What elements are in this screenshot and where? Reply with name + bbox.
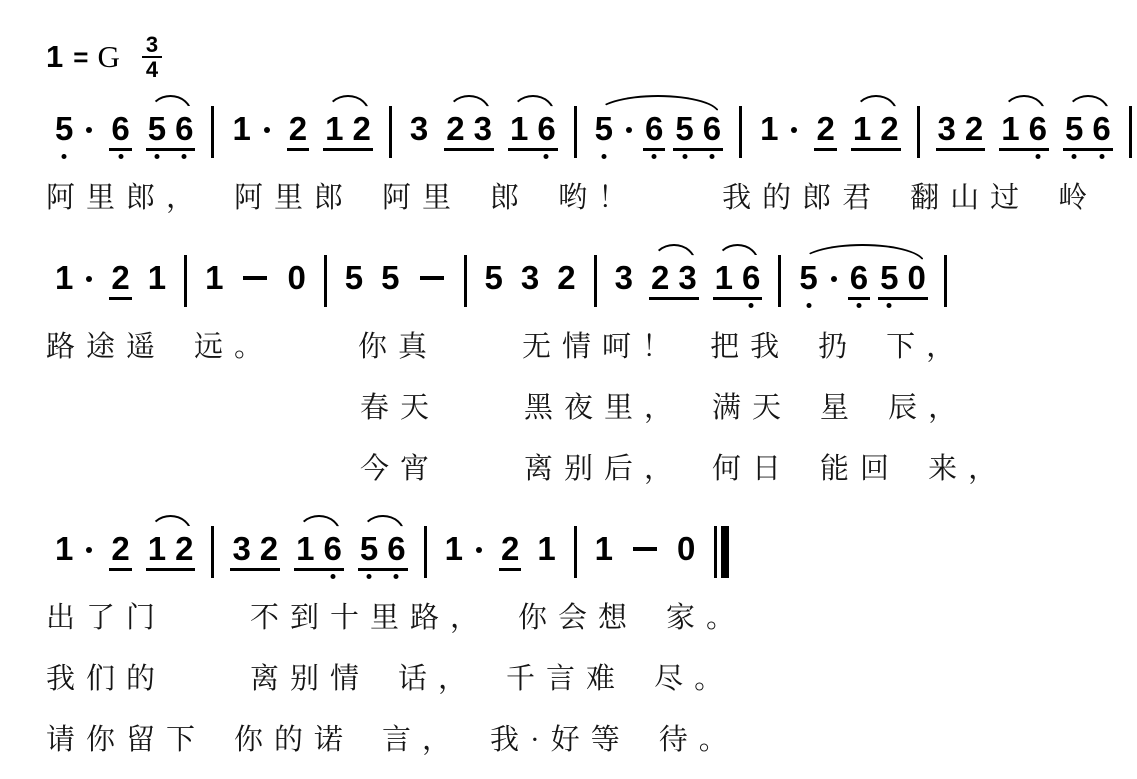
beam-group — [146, 532, 196, 571]
plain-group — [613, 261, 635, 297]
lyric-word: 黑夜里， — [524, 392, 685, 424]
low-octave-dot — [887, 303, 892, 308]
plain-group — [203, 261, 225, 297]
lyric-line-7-verse3 — [46, 720, 1137, 760]
note-digit: 1 — [444, 530, 463, 567]
lyric-word: 扔 — [818, 331, 859, 363]
note-digit: 2 — [288, 110, 308, 147]
beam-group — [851, 112, 901, 151]
key-letter: G — [97, 39, 120, 74]
note-group — [483, 261, 505, 297]
plain-group — [797, 261, 839, 300]
lyric-word: 能回 — [820, 453, 901, 485]
final-barline — [714, 526, 729, 578]
lyric-word: 待。 — [658, 724, 739, 756]
lyric-word: 阿里 — [382, 182, 463, 214]
beam-group — [323, 112, 373, 151]
barline — [211, 526, 214, 578]
beam-group — [1063, 112, 1113, 151]
low-octave-dot — [330, 574, 335, 579]
note-group — [443, 532, 485, 568]
note-digit: 1 — [55, 259, 74, 296]
barline — [1129, 106, 1132, 158]
beam-group — [848, 261, 870, 300]
lyric-word: 不到十里路， — [250, 602, 491, 634]
note-digit: 5 — [799, 261, 817, 295]
barline — [778, 255, 781, 307]
low-octave-dot — [154, 154, 159, 159]
low-octave-dot — [806, 303, 811, 308]
barline — [184, 255, 187, 307]
note-digit: 5 — [1065, 112, 1083, 146]
note-digit: 6 — [111, 112, 129, 146]
lyric-word: 千言难 — [506, 663, 627, 695]
beam-group — [999, 112, 1049, 151]
note-digit: 0 — [677, 530, 696, 567]
note-digit: 2 — [880, 110, 899, 147]
note-digit: 2 — [557, 259, 576, 296]
barline — [324, 255, 327, 307]
note-digit: 2 — [259, 530, 279, 567]
note-group — [936, 112, 986, 151]
barline — [424, 526, 427, 578]
note-digit: 5 — [595, 112, 613, 146]
note-digit: 1 — [147, 259, 167, 296]
final-barline-thin — [714, 526, 717, 578]
note-group — [146, 112, 196, 151]
plain-group — [230, 112, 272, 148]
note-digit: 2 — [352, 110, 371, 147]
note-group — [323, 112, 373, 151]
barline — [574, 106, 577, 158]
note-group — [379, 261, 401, 297]
note-digit: 6 — [703, 112, 721, 146]
plain-group — [483, 261, 505, 297]
low-octave-dot — [367, 574, 372, 579]
note-group — [408, 112, 430, 148]
dotted-note-dot — [626, 127, 632, 133]
lyric-word: 我们的 — [46, 663, 167, 695]
note-digit: 0 — [907, 259, 926, 296]
note-group — [649, 261, 699, 300]
note-group — [146, 261, 168, 297]
low-octave-dot — [118, 154, 123, 159]
beam-group — [294, 532, 344, 571]
note-group — [343, 261, 365, 297]
note-group — [508, 112, 558, 151]
plain-group — [535, 532, 557, 568]
low-octave-dot — [394, 574, 399, 579]
note-group — [675, 532, 697, 568]
note-digit: 1 — [1001, 110, 1020, 147]
barline — [739, 106, 742, 158]
note-digit: 6 — [1092, 112, 1110, 146]
note-digit: 6 — [537, 112, 555, 146]
note-group — [499, 532, 521, 571]
lyric-word: 出了门 — [46, 602, 167, 634]
plain-group — [758, 112, 800, 148]
low-octave-dot — [682, 154, 687, 159]
low-octave-dot — [652, 154, 657, 159]
lyric-word: 哟！ — [558, 182, 639, 214]
note-digit: 2 — [816, 110, 835, 147]
lyric-line-6-verse2 — [46, 659, 1137, 699]
beam-group — [673, 112, 723, 151]
note-digit: 3 — [520, 259, 540, 296]
note-group — [53, 112, 95, 148]
beam-group — [936, 112, 986, 151]
low-octave-dot — [601, 154, 606, 159]
note-digit: 6 — [387, 532, 405, 566]
note-group — [203, 261, 225, 297]
note-digit: 1 — [714, 259, 734, 296]
lyric-line-1 — [46, 178, 1137, 218]
note-group — [230, 112, 272, 148]
dotted-note-dot — [86, 127, 92, 133]
barline — [594, 255, 597, 307]
lyric-word: 离别情 — [250, 663, 371, 695]
note-digit: 1 — [296, 530, 315, 567]
lyric-word: 把我 — [710, 331, 791, 363]
lyric-word: 尽。 — [654, 663, 735, 695]
dotted-note-dot — [264, 127, 270, 133]
plain-group — [675, 532, 697, 568]
music-line-1 — [46, 90, 1137, 176]
note-group — [593, 112, 723, 151]
low-octave-dot — [1035, 154, 1040, 159]
lyric-word: 我的郎君 — [722, 182, 883, 214]
plain-group — [146, 261, 168, 297]
beam-group — [358, 532, 408, 571]
beam-group — [109, 532, 131, 571]
note-digit: 0 — [287, 259, 306, 296]
music-line-3 — [46, 510, 1137, 596]
lyric-word: 请你留下 — [46, 724, 207, 756]
note-group — [230, 532, 280, 571]
note-digit: 2 — [500, 530, 520, 567]
music-line-2 — [46, 239, 1137, 325]
note-digit: 1 — [594, 530, 614, 567]
low-octave-dot — [1072, 154, 1077, 159]
note-digit: 6 — [1029, 112, 1047, 146]
note-digit: 1 — [509, 110, 529, 147]
note-digit: 3 — [614, 259, 633, 296]
note-group — [713, 261, 763, 300]
lyric-line-5 — [46, 598, 1137, 638]
note-group — [53, 532, 95, 568]
lyric-word: 你真 — [358, 331, 439, 363]
time-signature-denominator: 4 — [145, 57, 159, 82]
note-group — [851, 112, 901, 151]
lyric-line-2 — [46, 327, 1137, 367]
low-octave-dot — [709, 154, 714, 159]
lyric-word: 何日 — [712, 453, 793, 485]
note-group — [53, 261, 95, 297]
lyric-word: 满天 — [712, 392, 793, 424]
beam-group — [230, 532, 280, 571]
note-digit: 1 — [325, 110, 344, 147]
lyric-word: 我·好等 — [490, 724, 631, 756]
barline — [464, 255, 467, 307]
low-octave-dot — [1099, 154, 1104, 159]
note-digit: 2 — [650, 259, 670, 296]
duration-dash — [633, 547, 657, 551]
note-digit: 6 — [850, 261, 868, 295]
note-digit: 1 — [55, 530, 74, 567]
beam-group — [814, 112, 836, 151]
barline — [389, 106, 392, 158]
note-group — [444, 112, 494, 151]
low-octave-dot — [544, 154, 549, 159]
low-octave-dot — [182, 154, 187, 159]
note-group — [758, 112, 800, 148]
note-digit: 2 — [175, 530, 194, 567]
plain-group — [379, 261, 401, 297]
note-digit: 1 — [205, 259, 224, 296]
lyric-word: 阿里郎 — [234, 182, 355, 214]
note-group — [1063, 112, 1113, 151]
final-barline-thick — [721, 526, 729, 578]
note-digit: 1 — [232, 110, 251, 147]
key-time-signature — [46, 28, 1137, 86]
lyric-line-3-verse2 — [360, 388, 1137, 428]
plain-group — [593, 112, 635, 151]
note-digit: 6 — [742, 261, 760, 295]
lyric-word: 言， — [382, 724, 463, 756]
beam-group — [109, 261, 131, 300]
beam-group — [109, 112, 131, 151]
note-digit: 1 — [147, 530, 167, 567]
lyric-word: 来， — [928, 453, 1009, 485]
beam-group — [878, 261, 928, 300]
note-group — [519, 261, 541, 297]
equals-sign: = — [73, 41, 89, 72]
note-group — [146, 532, 196, 571]
note-group — [999, 112, 1049, 151]
duration-dash — [243, 276, 267, 280]
note-digit: 2 — [446, 110, 465, 147]
lyric-word: 星 — [820, 392, 861, 424]
plain-group — [343, 261, 365, 297]
barline — [211, 106, 214, 158]
note-group — [109, 532, 131, 571]
note-digit: 6 — [175, 112, 193, 146]
note-group — [285, 261, 307, 297]
note-digit: 5 — [381, 259, 400, 296]
beam-group — [146, 112, 196, 151]
beam-group — [287, 112, 309, 151]
note-digit: 1 — [852, 110, 872, 147]
note-digit: 2 — [111, 530, 130, 567]
plain-group — [53, 532, 95, 568]
plain-group — [53, 112, 95, 148]
note-group — [555, 261, 577, 297]
dotted-note-dot — [791, 127, 797, 133]
note-group — [613, 261, 635, 297]
tonic-do: 1 — [46, 39, 65, 74]
lyric-word: 你会想 — [518, 602, 639, 634]
time-signature-numerator: 3 — [142, 33, 162, 58]
note-group — [287, 112, 309, 151]
note-digit: 3 — [473, 110, 492, 147]
low-octave-dot — [856, 303, 861, 308]
lyric-word: 家。 — [666, 602, 747, 634]
note-digit: 6 — [324, 532, 342, 566]
note-group — [814, 112, 836, 151]
note-group — [109, 261, 131, 300]
lyric-word: 辰， — [888, 392, 969, 424]
note-digit: 5 — [148, 112, 166, 146]
lyric-word: 离别后， — [524, 453, 685, 485]
plain-group — [408, 112, 430, 148]
barline — [944, 255, 947, 307]
lyric-word: 春天 — [360, 392, 441, 424]
note-digit: 3 — [409, 110, 429, 147]
note-group — [535, 532, 557, 568]
dotted-note-dot — [831, 276, 837, 282]
note-group — [358, 532, 408, 571]
note-digit: 5 — [484, 259, 503, 296]
note-digit: 5 — [675, 112, 693, 146]
note-group — [294, 532, 344, 571]
lyric-word: 郎 — [490, 182, 531, 214]
lyric-word: 无情呵！ — [522, 331, 683, 363]
lyric-line-4-verse3 — [360, 449, 1137, 489]
note-digit: 1 — [537, 530, 556, 567]
note-digit: 1 — [760, 110, 779, 147]
note-digit: 5 — [880, 261, 898, 295]
note-digit: 5 — [55, 112, 73, 146]
dotted-note-dot — [476, 547, 482, 553]
beam-group — [649, 261, 699, 300]
plain-group — [285, 261, 307, 297]
plain-group — [519, 261, 541, 297]
beam-group — [713, 261, 763, 300]
duration-dash — [420, 276, 444, 280]
beam-group — [444, 112, 494, 151]
note-group — [109, 112, 131, 151]
note-group — [593, 532, 615, 568]
beam-group — [643, 112, 665, 151]
lyric-word: 今宵 — [360, 453, 441, 485]
dotted-note-dot — [86, 547, 92, 553]
barline — [574, 526, 577, 578]
dotted-note-dot — [86, 276, 92, 282]
beam-group — [508, 112, 558, 151]
note-group — [797, 261, 927, 300]
plain-group — [593, 532, 615, 568]
note-digit: 3 — [937, 110, 956, 147]
low-octave-dot — [62, 154, 67, 159]
plain-group — [443, 532, 485, 568]
note-digit: 2 — [964, 110, 984, 147]
note-digit: 3 — [232, 530, 251, 567]
note-digit: 3 — [678, 259, 697, 296]
plain-group — [555, 261, 577, 297]
lyric-word: 路途遥 — [46, 331, 167, 363]
lyric-word: 远。 — [194, 331, 275, 363]
note-digit: 2 — [111, 259, 130, 296]
beam-group — [499, 532, 521, 571]
lyric-word: 阿里郎， — [46, 182, 207, 214]
time-signature — [142, 33, 162, 81]
lyric-word: 话， — [398, 663, 479, 695]
plain-group — [53, 261, 95, 297]
note-digit: 5 — [360, 532, 378, 566]
note-digit: 5 — [344, 259, 364, 296]
low-octave-dot — [749, 303, 754, 308]
lyric-word: 下， — [886, 331, 967, 363]
lyric-word: 翻山过 — [910, 182, 1031, 214]
lyric-word: 你的诺 — [234, 724, 355, 756]
barline — [917, 106, 920, 158]
lyric-word: 岭 — [1058, 182, 1099, 214]
note-digit: 6 — [645, 112, 663, 146]
